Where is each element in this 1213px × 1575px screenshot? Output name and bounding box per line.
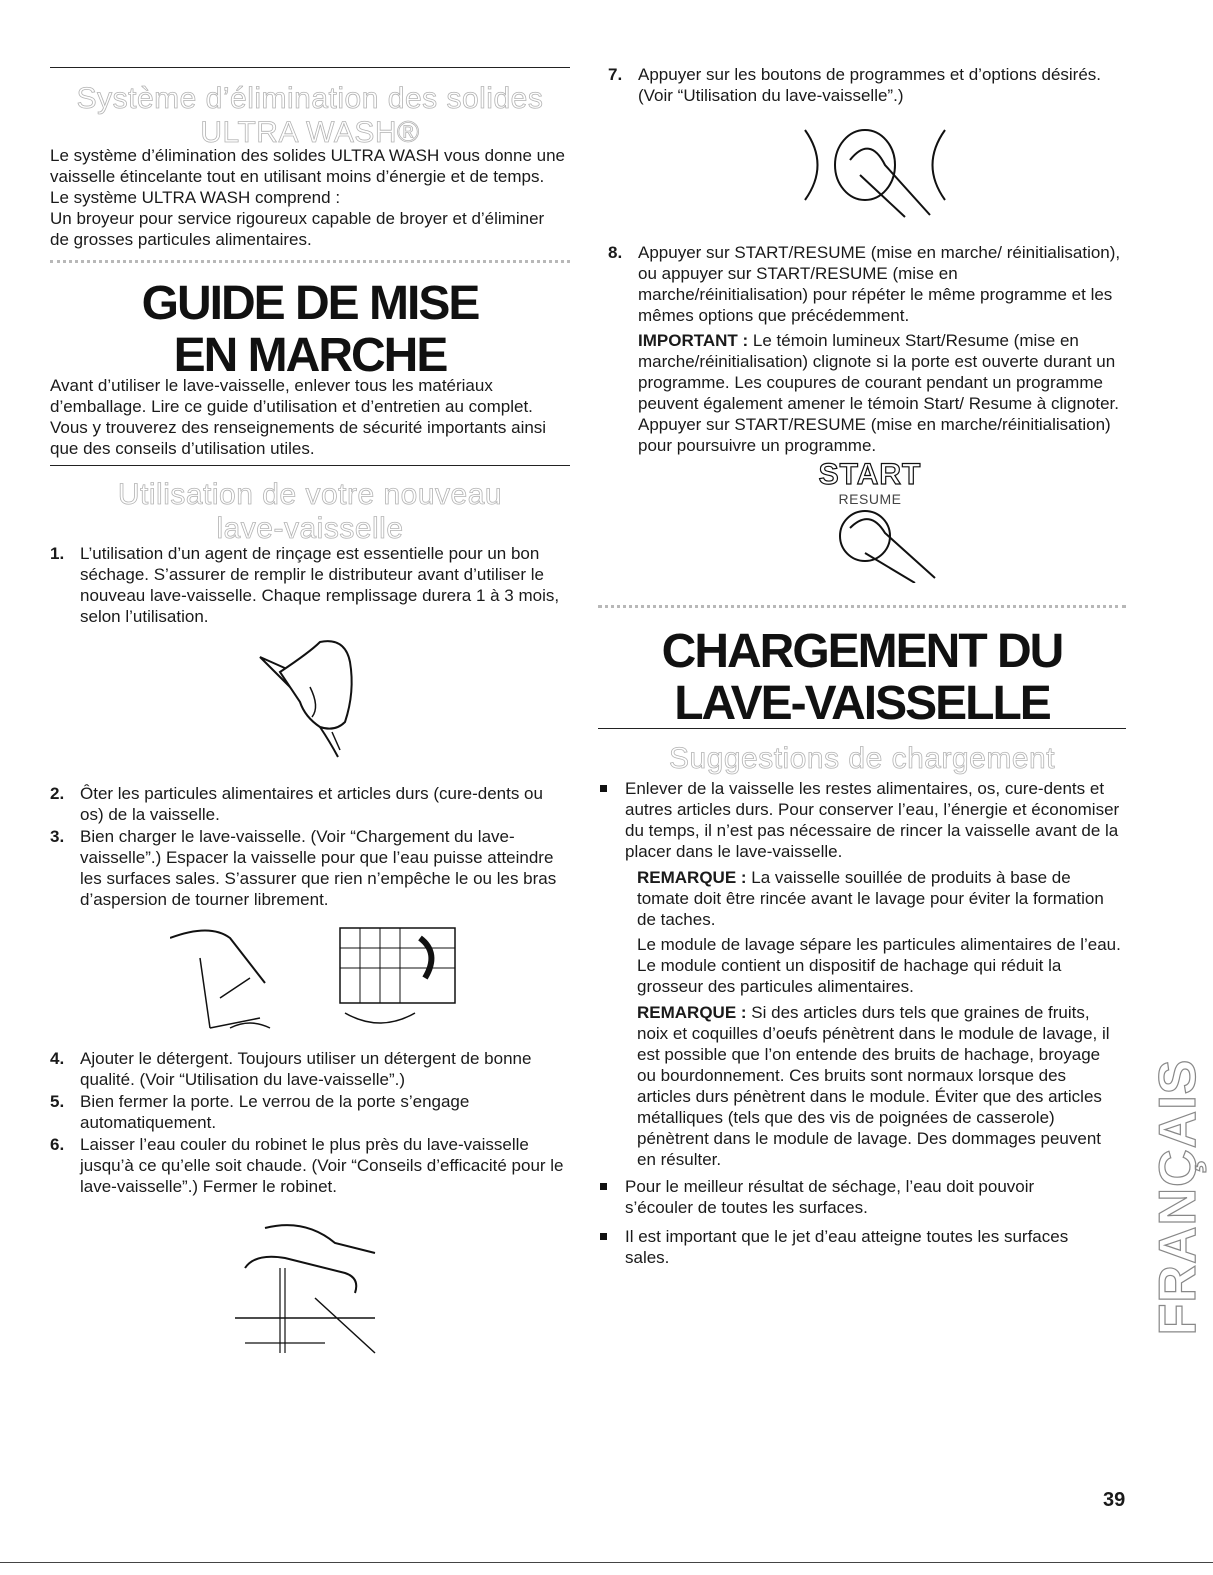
loading-title-line2: LAVE-VAISSELLE (674, 677, 1050, 730)
section-rule-right (598, 728, 1126, 729)
section-title-ultra-wash (50, 82, 570, 150)
section-title-loading-tips: Suggestions de chargement (668, 742, 1056, 775)
guide-intro: Avant d’utiliser le lave-vaisselle, enlever tous les matériaux d’emballage. Lire ce guide d’utilisation et d’entretien au complet. Vous y trouverez des renseignements de sécurité importants ainsi que des conseils d’utilisation utiles. (50, 376, 547, 458)
step-text: Ôter les particules alimentaires et articles durs (cure-dents ou os) de la vaisselle. (80, 784, 543, 824)
section-rule-left (50, 465, 570, 466)
guide-title-line1: GUIDE DE MISE (141, 277, 479, 330)
section-title-ultra-wash-line2: ULTRA WASH® (200, 116, 420, 149)
bullet-marker (600, 1183, 607, 1190)
language-side-tab-label: FRANÇAIS (1149, 1058, 1207, 1336)
guide-title-line2: EN MARCHE (173, 329, 447, 382)
important-label: IMPORTANT : (638, 331, 749, 350)
important-note (638, 330, 1123, 456)
language-side-tab (1150, 1045, 1206, 1350)
finger-press-icon (835, 508, 945, 583)
bullet-marker (600, 785, 607, 792)
note-hard-items (637, 1002, 1122, 1170)
start-resume-illustration (780, 458, 960, 583)
step-text: Appuyer sur START/RESUME (mise en marche/ réinitialisation), ou appuyer sur START/RESUME (mise en marche/réinitialisation) pour répéter le même programme et les mêmes options que précédemment. (638, 243, 1121, 325)
guide-title (50, 278, 570, 382)
loading-title (598, 626, 1126, 730)
loading-tip-text: Enlever de la vaisselle les restes alimentaires, os, cure-dents et autres articles durs. Pour conserver l’eau, l’énergie et économiser du temps, il n’est pas nécessaire de rincer la vaisselle avant de la placer dans le lave-vaisselle. (625, 779, 1120, 861)
module-description: Le module de lavage sépare les particules alimentaires de l’eau. Le module contient un dispositif de hachage qui réduit la grosseur des particules alimentaires. (637, 935, 1121, 996)
loading-tip-text: Il est important que le jet d’eau atteigne toutes les surfaces sales. (625, 1227, 1069, 1267)
note-tomato (637, 867, 1122, 930)
step-text: L’utilisation d’un agent de rinçage est essentielle pour un bon séchage. S’assurer de remplir le distributeur avant d’utiliser le nouveau lave-vaisselle. Chaque remplissage durera 1 à 3 mois, selon l’utilisation. (80, 544, 560, 626)
step-text: Ajouter le détergent. Toujours utiliser un détergent de bonne qualité. (Voir “Utilisation du lave-vaisselle”.) (80, 1049, 532, 1089)
section-title-ultra-wash-line1: Système d’élimination des solides (76, 82, 544, 115)
bottom-rule (0, 1562, 1213, 1563)
step-number: 4. (50, 1049, 65, 1068)
program-buttons-illustration (790, 125, 960, 220)
note-text: Si des articles durs tels que graines de fruits, noix et coquilles d’oeufs pénètrent dans le module de lavage, il est possible que l’on entende des bruits de hachage, broyage ou bourdonnement. Ces bruits sont normaux lorsque des articles durs pénètrent dans le module. Éviter que des articles métalliques (tels que des vis de poignées de casserole) pénètrent dans le module de lavage. Des dommages peuvent en résulter. (637, 1003, 1110, 1169)
note-label: REMARQUE : (637, 868, 747, 887)
step-number: 7. (608, 65, 623, 84)
page-number: 39 (1103, 1489, 1126, 1511)
start-label: START (818, 458, 922, 491)
section-title-usage-line1: Utilisation de votre nouveau (117, 478, 503, 511)
dotted-divider-left (50, 260, 570, 263)
step-number: 5. (50, 1092, 65, 1111)
step-text: Appuyer sur les boutons de programmes et d’options désirés. (Voir “Utilisation du lave-vaisselle”.) (638, 65, 1102, 105)
step-number: 8. (608, 243, 623, 262)
loading-dishes-illustration (170, 918, 460, 1033)
loading-title-line1: CHARGEMENT DU (661, 625, 1063, 678)
step-number: 2. (50, 784, 65, 803)
step-number: 6. (50, 1135, 65, 1154)
note-text: La vaisselle souillée de produits à base de tomate doit être rincée avant le lavage pour éviter la formation de taches. (637, 868, 1104, 929)
important-text: Le témoin lumineux Start/Resume (mise en marche/réinitialisation) clignote si la porte est ouverte durant un programme. Les coupures de courant pendant un programme peuvent également amener le témoin Start/ Resume à clignoter. Appuyer sur START/RESUME (mise en marche/réinitialisation) pour poursuivre un programme. (638, 331, 1119, 455)
dotted-divider-right (598, 605, 1126, 608)
resume-label: RESUME (838, 491, 902, 507)
section-title-usage-line2: lave-vaisselle (216, 512, 404, 545)
section-title-usage (50, 478, 570, 546)
step-text: Bien charger le lave-vaisselle. (Voir “Chargement du lave-vaisselle”.) Espacer la vaisselle pour que l’eau puisse atteindre les surfaces sales. S’assurer que rien n’empêche le ou les bras d’aspersion de tourner librement. (80, 827, 557, 909)
bullet-marker (600, 1233, 607, 1240)
ultra-wash-grinder: Un broyeur pour service rigoureux capable de broyer et d’éliminer de grosses particules alimentaires. (50, 209, 545, 249)
top-rule-left (50, 67, 570, 68)
loading-tip-text: Pour le meilleur résultat de séchage, l’eau doit pouvoir s’écouler de toutes les surfaces. (625, 1177, 1035, 1217)
note-label: REMARQUE : (637, 1003, 747, 1022)
rinse-aid-illustration (250, 632, 370, 762)
step-text: Bien fermer la porte. Le verrou de la porte s’engage automatiquement. (80, 1092, 470, 1132)
step-number: 1. (50, 544, 65, 563)
step-number: 3. (50, 827, 65, 846)
faucet-illustration (225, 1218, 385, 1358)
step-text: Laisser l’eau couler du robinet le plus près du lave-vaisselle jusqu’à ce qu’elle soit chaude. (Voir “Conseils d’efficacité pour le lave-vaisselle”.) Fermer le robinet. (80, 1135, 564, 1196)
ultra-wash-description: Le système d’élimination des solides ULTRA WASH vous donne une vaisselle étincelante tout en utilisant moins d’énergie et de temps. Le système ULTRA WASH comprend : (50, 146, 565, 207)
